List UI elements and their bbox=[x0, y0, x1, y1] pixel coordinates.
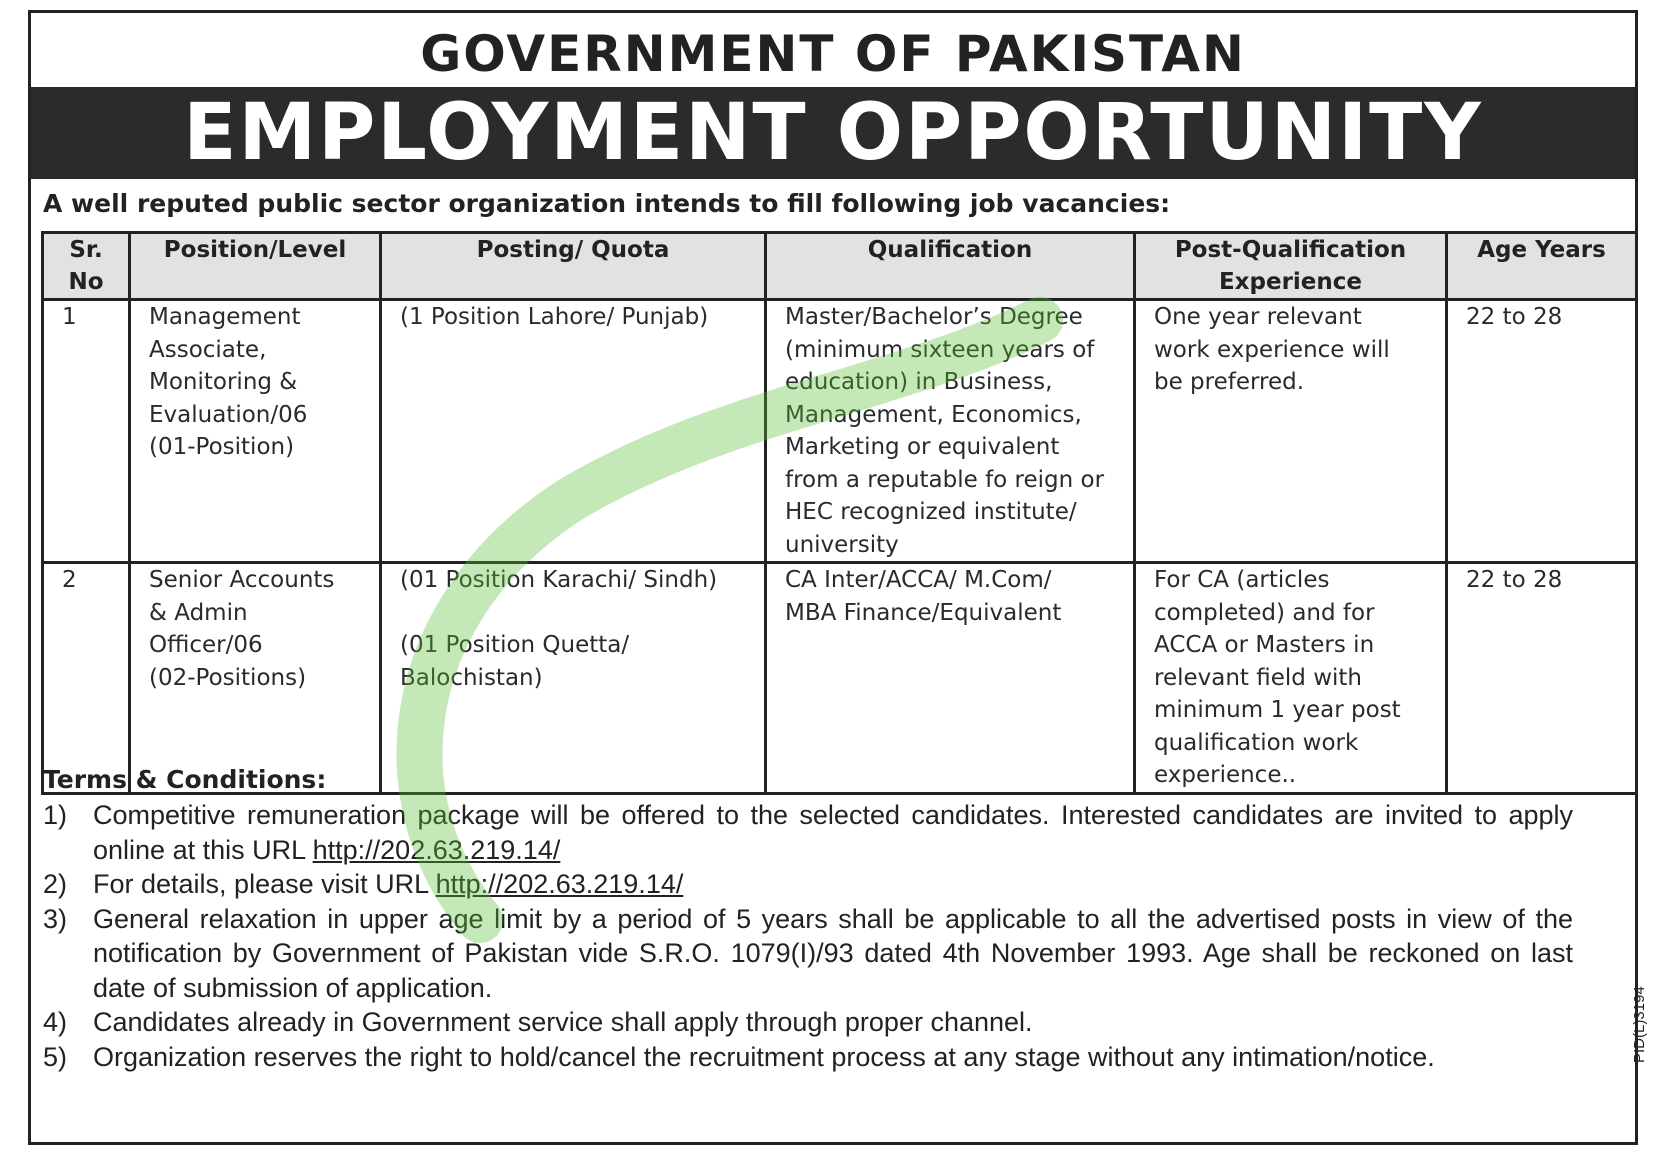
header-experience: Post-Qualification Experience bbox=[1135, 233, 1447, 300]
term-item bbox=[43, 902, 1573, 1006]
apply-url-link[interactable]: http://202.63.219.14/ bbox=[312, 834, 561, 865]
term-text bbox=[93, 867, 1573, 902]
cell-experience: One year relevant work experience will be preferred. bbox=[1135, 300, 1447, 563]
term-number: 5) bbox=[43, 1041, 68, 1072]
cell-experience: For CA (articles completed) and for ACCA or Masters in relevant field with minimum 1 year post qualification work experience.. bbox=[1135, 563, 1447, 794]
header-age: Age Years bbox=[1447, 233, 1637, 300]
header-posting: Posting/ Quota bbox=[381, 233, 766, 300]
cell-age: 22 to 28 bbox=[1447, 563, 1637, 794]
cell-sr-no: 1 bbox=[43, 300, 130, 563]
term-text: Candidates already in Government service shall apply through proper channel. bbox=[93, 1007, 1033, 1037]
term-item bbox=[43, 798, 1573, 867]
term-item bbox=[43, 1005, 1573, 1040]
cell-age: 22 to 28 bbox=[1447, 300, 1637, 563]
term-text: Organization reserves the right to hold/cancel the recruitment process at any stage without any intimation/notice. bbox=[93, 1041, 1435, 1072]
term-text: General relaxation in upper age limit by a period of 5 years shall be applicable to all the advertised posts in view of the notification by Government of Pakistan vide S.R.O. 1079(I)/93 dated 4th November 1993. Age shall be reckoned on last date of submission of application. bbox=[93, 903, 1573, 1003]
intro-text: A well reputed public sector organization intends to fill following job vacancies: bbox=[43, 189, 1171, 218]
header-position: Position/Level bbox=[130, 233, 381, 300]
terms-heading: Terms & Conditions: bbox=[43, 765, 327, 794]
terms-section bbox=[43, 765, 1573, 1074]
cell-sr-no: 2 bbox=[43, 563, 130, 794]
cell-posting: (1 Position Lahore/ Punjab) bbox=[381, 300, 766, 563]
term-text-body: Competitive remuneration package will be offered to the selected candidates. Interested candidates are invited to apply online at this URL bbox=[93, 800, 1573, 865]
employment-banner: EMPLOYMENT OPPORTUNITY bbox=[31, 87, 1635, 179]
term-item bbox=[43, 1040, 1573, 1075]
term-text bbox=[93, 798, 1573, 867]
term-number: 3) bbox=[43, 903, 68, 934]
advertisement-frame bbox=[28, 10, 1648, 1145]
cell-position: Senior Accounts & Admin Officer/06 (02-Positions) bbox=[130, 563, 381, 794]
header-sr-no: Sr. No bbox=[43, 233, 130, 300]
header-qualification: Qualification bbox=[766, 233, 1135, 300]
table-row bbox=[43, 300, 1637, 563]
government-title: GOVERNMENT OF PAKISTAN bbox=[420, 25, 1246, 83]
details-url-link[interactable]: http://202.63.219.14/ bbox=[435, 869, 684, 899]
term-text-body: For details, please visit URL bbox=[93, 869, 436, 899]
cell-qualification: CA Inter/ACCA/ M.Com/ MBA Finance/Equivalent bbox=[766, 563, 1135, 794]
cell-position: Management Associate, Monitoring & Evaluation/06 (01-Position) bbox=[130, 300, 381, 563]
table-header-row bbox=[43, 233, 1637, 300]
pid-code: PID(L)3194 bbox=[1631, 986, 1648, 1063]
table-row bbox=[43, 563, 1637, 794]
cell-qualification: Master/Bachelor’s Degree (minimum sixteen years of education) in Business, Management, Economics, Marketing or equivalent from a reputable fo reign or HEC recognized institute/ university bbox=[766, 300, 1135, 563]
term-number: 1) bbox=[43, 800, 68, 830]
vacancy-table bbox=[41, 231, 1638, 795]
cell-posting: (01 Position Karachi/ Sindh) (01 Position Quetta/ Balochistan) bbox=[381, 563, 766, 794]
term-number: 2) bbox=[43, 869, 68, 899]
term-item bbox=[43, 867, 1573, 902]
term-number: 4) bbox=[43, 1007, 68, 1037]
